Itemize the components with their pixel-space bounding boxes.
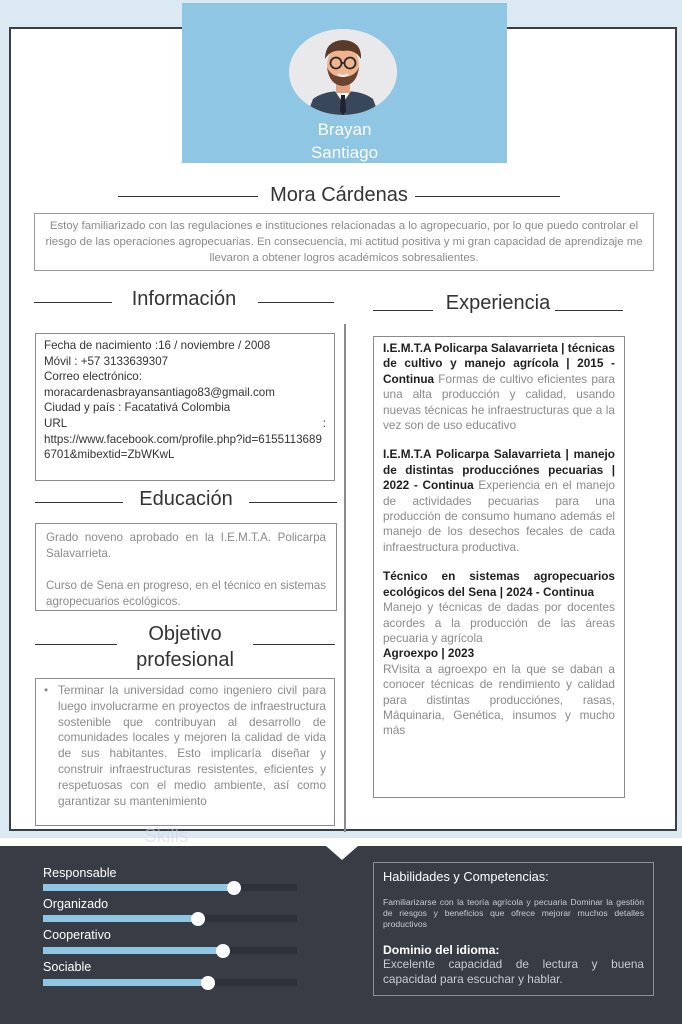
- experience-description: Formas de cultivo eficientes para una alta producción y calidad, usando nuevas técnicas he infraestructuras que a la vez son de uso educativo: [383, 371, 615, 433]
- language-title: Dominio del idioma:: [383, 943, 500, 957]
- skill-bar-knob: [201, 976, 215, 990]
- objective-heading-line-2: profesional: [136, 649, 234, 671]
- competencies-box: [373, 862, 654, 996]
- profile-url-link[interactable]: https://www.facebook.com/profile.php?id=61551136896701&mibextid=ZbWKwL: [44, 432, 322, 462]
- url-colon: :: [322, 416, 326, 430]
- education-heading-row: [35, 488, 337, 514]
- experience-title: Agroexpo | 2023: [383, 646, 475, 661]
- skill-bar-knob: [216, 944, 230, 958]
- experience-description: RVisita a agroexpo en la que se daban a conocer técnicas de rendimiento y calidad para distintas producciónes, rasas, Máquinaria, Genética, insumos y mucho más: [383, 661, 615, 738]
- experience-item: [383, 447, 615, 555]
- last-name: Mora Cárdenas: [270, 184, 408, 206]
- experience-heading-row: [373, 292, 623, 318]
- url-label: URL: [44, 416, 68, 430]
- skill-bar-fill: [43, 884, 234, 891]
- experience-description: Experiencia en el manejo de actividades pecuarias para una producción de consumo humano además el manejo de los desechos fecales de cada infraestructura productiva.: [383, 478, 615, 554]
- language-text: Excelente capacidad de lectura y buena capacidad para escuchar y hablar.: [383, 957, 644, 987]
- info-box: [35, 333, 335, 481]
- education-item: Grado noveno aprobado en la I.E.M.T.A. Policarpa Salavarrieta.: [46, 531, 326, 560]
- mobile-number: Móvil : +57 3133639307: [44, 354, 169, 368]
- skill-bar-knob: [191, 912, 205, 926]
- experience-heading: Experiencia: [445, 292, 551, 314]
- skill-bar: [43, 884, 297, 891]
- skill-bar: [43, 947, 297, 954]
- title-rule-right: [415, 196, 560, 197]
- experience-description: Manejo y técnicas de dadas por docentes acordes a la producción de las áreas pecuaria y agrícola: [383, 600, 615, 645]
- competencies-title: Habilidades y Competencias:: [383, 869, 549, 884]
- education-item: Curso de Sena en progreso, en el técnico en sistemas agropecuarios ecológicos.: [46, 579, 326, 608]
- skill-label: Cooperativo: [43, 928, 111, 942]
- experience-title: I.E.M.T.A Policarpa Salavarrieta | técnicas de cultivo y manejo agrícola | 2015 - Continua: [383, 341, 615, 386]
- objective-heading-row: [35, 621, 335, 675]
- experience-title: I.E.M.T.A Policarpa Salavarrieta | manejo de distintas producciónes pecuarias | 2022 - Continua: [383, 447, 615, 493]
- skills-heading: Skills: [144, 826, 189, 847]
- first-name-line-2: Santiago: [310, 143, 379, 162]
- education-heading: Educación: [139, 488, 233, 510]
- birth-date: Fecha de nacimiento :16 / noviembre / 2008: [44, 339, 271, 352]
- experience-box: [373, 336, 625, 798]
- avatar: [289, 29, 397, 115]
- band-notch: [326, 846, 358, 860]
- skill-bar: [43, 915, 297, 922]
- objective-heading-line-1: Objetivo: [148, 623, 222, 645]
- experience-item: [383, 341, 615, 433]
- education-box: [35, 523, 337, 611]
- skill-bar-knob: [227, 881, 241, 895]
- email-address[interactable]: moracardenasbrayansantiago83@gmail.com: [44, 385, 275, 399]
- last-name-row: [118, 184, 560, 208]
- info-heading: Información: [131, 288, 237, 310]
- heading-rule-right: [249, 502, 337, 503]
- first-name-line-1: Brayan: [317, 120, 372, 139]
- heading-rule-right: [258, 302, 334, 303]
- heading-rule-right: [253, 644, 335, 645]
- url-row: [44, 416, 326, 432]
- experience-title: Técnico en sistemas agropecuarios ecológicos del Sena | 2024 - Continua: [383, 569, 615, 599]
- skill-bar: [43, 979, 297, 986]
- profile-summary: Estoy familiarizado con las regulaciones e instituciones relacionadas a lo agropecuario, por lo que puedo controlar el riesgo de las operaciones agropecuarias. En consecuencia, mi actitud positiva y mi gran capacidad de aprendizaje me llevaron a obtener logros académicos sobresalientes.: [34, 213, 654, 271]
- column-divider: [344, 324, 346, 832]
- competencies-text: Familiarizarse con la teoría agrícola y pecuaria Dominar la gestión de riesgos y beneficios que ofrece mejorar muchos detalles productivos: [383, 897, 644, 929]
- skill-label: Sociable: [43, 960, 92, 974]
- experience-item: [383, 646, 615, 738]
- experience-item: [383, 569, 615, 646]
- heading-rule-right: [555, 310, 623, 311]
- name-card: [182, 3, 507, 163]
- email-label: Correo electrónico:: [44, 370, 142, 384]
- skill-bar-fill: [43, 947, 223, 954]
- info-heading-row: [34, 288, 334, 314]
- location: Ciudad y país : Facatativá Colombia: [44, 401, 231, 415]
- skill-bar-fill: [43, 915, 198, 922]
- man-avatar-icon: [289, 29, 397, 115]
- skill-label: Organizado: [43, 897, 109, 911]
- skill-bar-fill: [43, 979, 208, 986]
- objective-box: [35, 678, 335, 826]
- skill-label: Responsable: [43, 866, 117, 880]
- objective-text: • Terminar la universidad como ingeniero civil para luego involucrarme en proyectos de infraestructura sostenible que contribuyan al desarrollo de comunidades locales y mejoren la calidad de vida de sus habitantes. Esto implicaría diseñar y construir infraestructuras resistentes, eficientes y respetuosas con el medio ambiente, así como garantizar su mantenimiento: [44, 683, 326, 809]
